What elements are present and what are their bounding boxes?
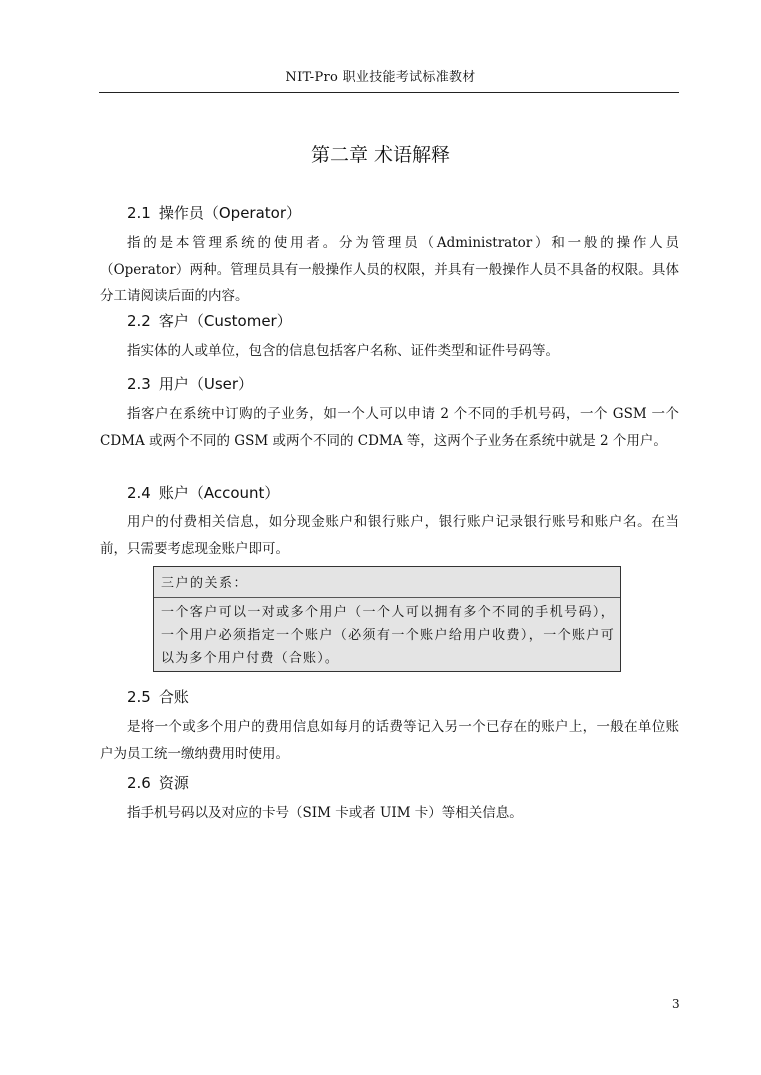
section-title: 合账 xyxy=(158,688,189,706)
section-title: 客户（Customer） xyxy=(158,312,292,330)
section-body-2-3: 指客户在系统中订购的子业务，如一个人可以申请 2 个不同的手机号码，一个 GSM 一个 CDMA 或两个不同的 GSM 或两个不同的 CDMA 等，这两个子业务在系统中就是 2 个用户。 xyxy=(100,406,679,449)
section-heading-2-6 xyxy=(127,772,189,793)
page-number: 3 xyxy=(672,997,680,1011)
chapter-title: 第二章 术语解释 xyxy=(310,144,451,166)
note-divider xyxy=(154,597,620,598)
section-title: 操作员（Operator） xyxy=(158,204,302,222)
section-number: 2.5 xyxy=(127,688,151,706)
section-body-2-1: 指的是本管理系统的使用者。分为管理员（Administrator）和一般的操作人员（Operator）两种。管理员具有一般操作人员的权限，并具有一般操作人员不具备的权限。具体分工请阅读后面的内容。 xyxy=(100,235,679,304)
section-heading-2-2 xyxy=(127,310,292,331)
page-header: NIT-Pro 职业技能考试标准教材 xyxy=(285,70,476,85)
note-title: 三户的关系： xyxy=(161,576,249,591)
three-accounts-note xyxy=(153,566,621,672)
note-body: 一个客户可以一对或多个用户（一个人可以拥有多个不同的手机号码），一个用户必须指定一个账户（必须有一个账户给用户收费），一个账户可以为多个用户付费（合账）。 xyxy=(161,605,615,666)
section-number: 2.2 xyxy=(127,312,151,330)
section-title: 用户（User） xyxy=(158,375,254,393)
section-body-2-2: 指实体的人或单位，包含的信息包括客户名称、证件类型和证件号码等。 xyxy=(127,343,559,359)
section-body-2-5: 是将一个或多个用户的费用信息如每月的话费等记入另一个已存在的账户上，一般在单位账户为员工统一缴纳费用时使用。 xyxy=(100,719,679,762)
section-number: 2.6 xyxy=(127,774,151,792)
section-number: 2.3 xyxy=(127,375,151,393)
section-number: 2.1 xyxy=(127,204,151,222)
section-heading-2-1 xyxy=(127,202,301,223)
section-body-2-6: 指手机号码以及对应的卡号（SIM 卡或者 UIM 卡）等相关信息。 xyxy=(127,805,523,821)
header-divider xyxy=(99,92,679,93)
section-heading-2-3 xyxy=(127,373,253,394)
section-title: 资源 xyxy=(158,774,189,792)
section-title: 账户（Account） xyxy=(158,484,280,502)
section-heading-2-5 xyxy=(127,686,189,707)
section-heading-2-4 xyxy=(127,482,279,503)
section-number: 2.4 xyxy=(127,484,151,502)
section-body-2-4: 用户的付费相关信息，如分现金账户和银行账户，银行账户记录银行账号和账户名。在当前，只需要考虑现金账户即可。 xyxy=(100,514,679,557)
